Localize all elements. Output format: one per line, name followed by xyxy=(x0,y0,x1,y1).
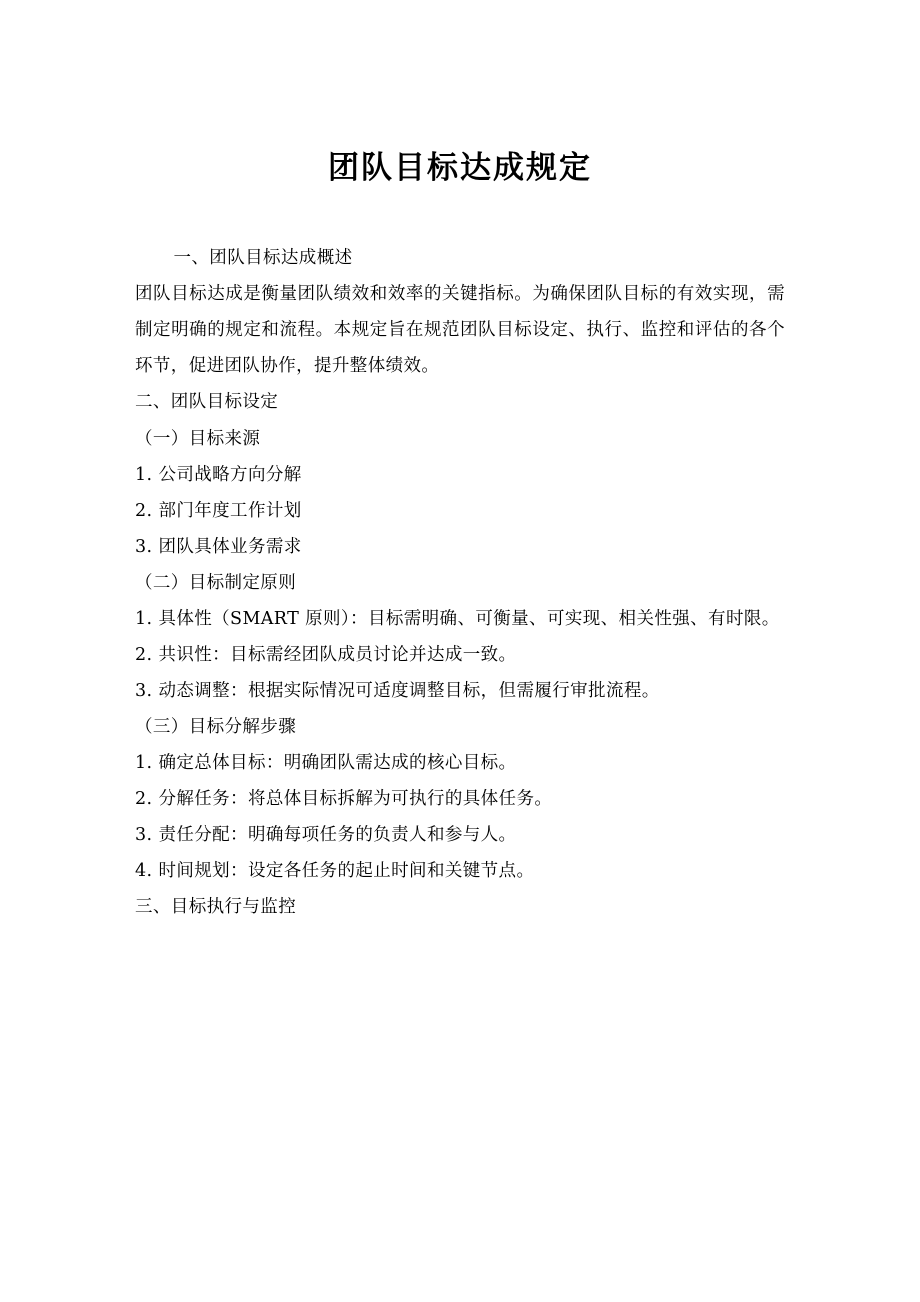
list-item: 2. 部门年度工作计划 xyxy=(135,500,302,521)
list-item: 4. 时间规划：设定各任务的起止时间和关键节点。 xyxy=(135,861,535,882)
section-heading-1: 一、团队目标达成概述 xyxy=(173,248,353,269)
list-item: 3. 责任分配：明确每项任务的负责人和参与人。 xyxy=(135,825,517,846)
list-item: 1. 具体性（SMART 原则）：目标需明确、可衡量、可实现、相关性强、有时限。 xyxy=(135,608,780,629)
section-heading-2: 二、团队目标设定 xyxy=(135,392,279,413)
list-item: 1. 公司战略方向分解 xyxy=(135,464,302,485)
page-title: 团队目标达成规定 xyxy=(328,150,592,186)
list-item: 1. 确定总体目标：明确团队需达成的核心目标。 xyxy=(135,752,517,773)
list-item: 3. 动态调整：根据实际情况可适度调整目标，但需履行审批流程。 xyxy=(135,680,660,701)
document-body xyxy=(135,240,785,925)
subsection-heading-2-2: （二）目标制定原则 xyxy=(135,572,297,593)
list-item: 3. 团队具体业务需求 xyxy=(135,536,302,557)
list-item: 2. 共识性：目标需经团队成员讨论并达成一致。 xyxy=(135,644,517,665)
section-body-1: 团队目标达成是衡量团队绩效和效率的关键指标。为确保团队目标的有效实现，需制定明确的规定和流程。本规定旨在规范团队目标设定、执行、监控和评估的各个环节，促进团队协作，提升整体绩效。 xyxy=(135,284,785,377)
subsection-heading-2-1: （一）目标来源 xyxy=(135,428,261,449)
section-heading-3: 三、目标执行与监控 xyxy=(135,897,297,918)
subsection-heading-2-3: （三）目标分解步骤 xyxy=(135,716,297,737)
list-item: 2. 分解任务：将总体目标拆解为可执行的具体任务。 xyxy=(135,789,553,809)
